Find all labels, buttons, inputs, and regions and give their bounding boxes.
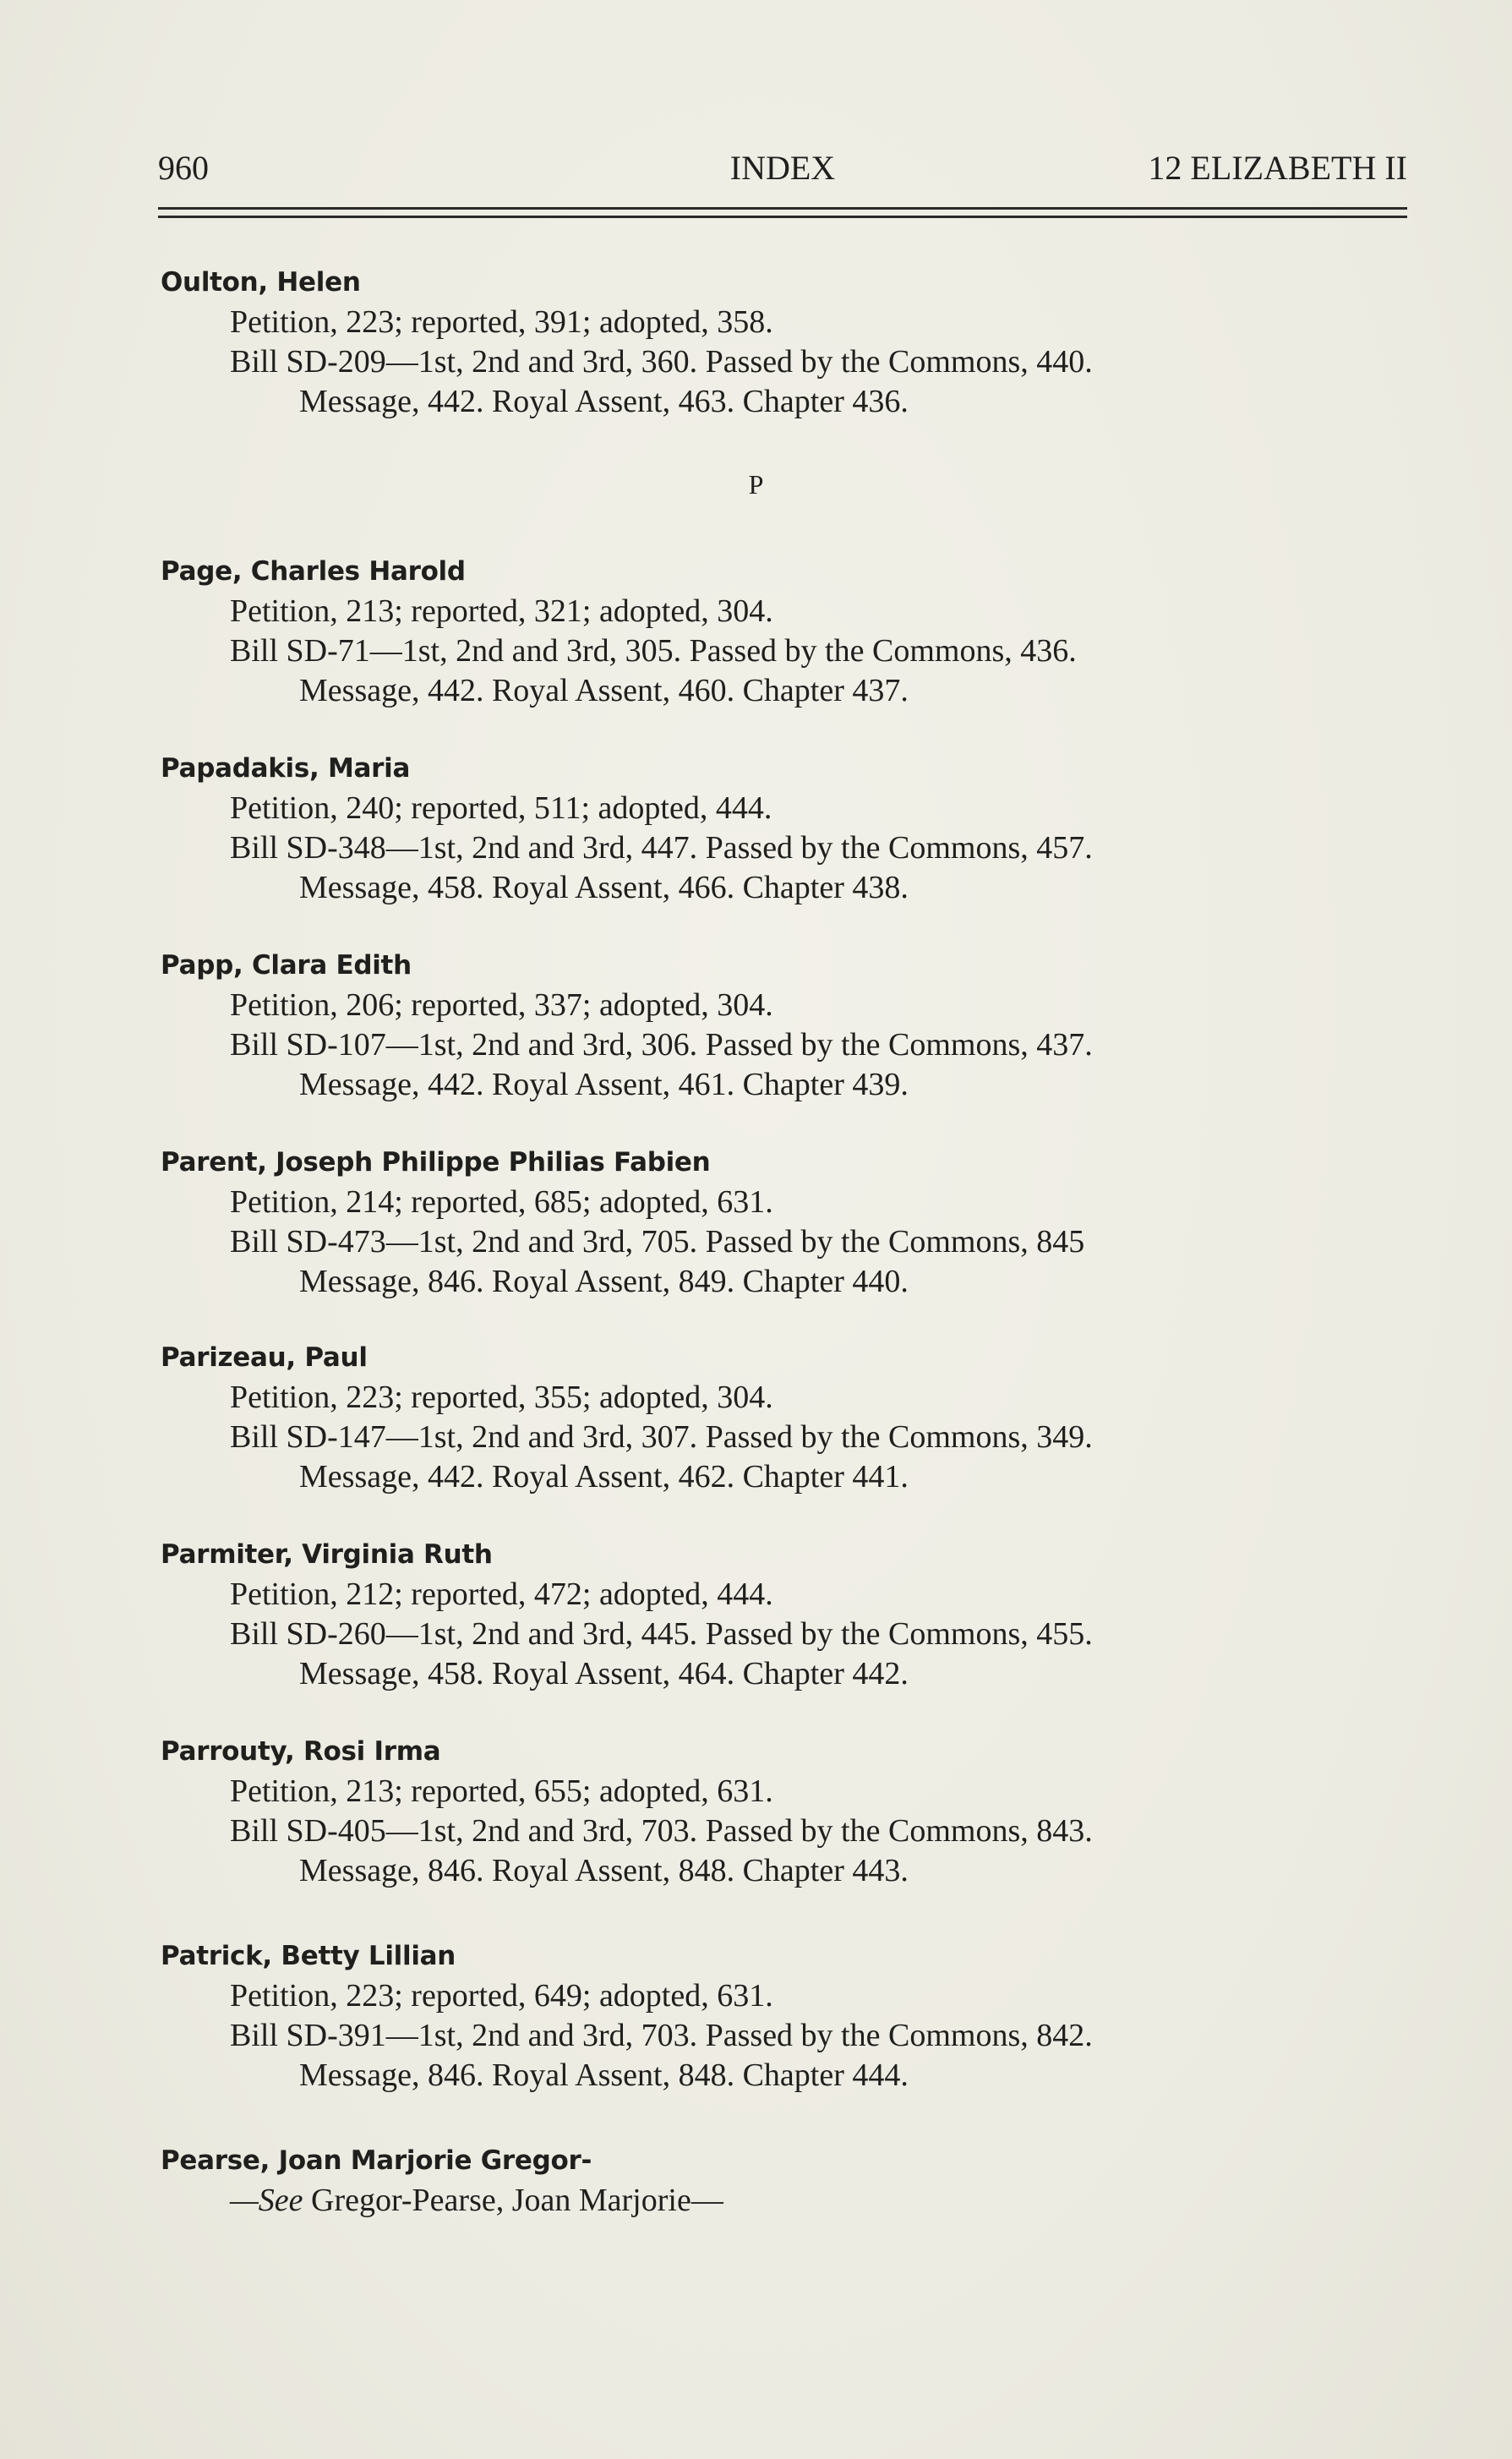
entry-petition: Petition, 214; reported, 685; adopted, 631. — [230, 1184, 773, 1220]
entry-bill: Bill SD-107—1st, 2nd and 3rd, 306. Passed by the Commons, 437. — [230, 1027, 1093, 1063]
entry-bill: Bill SD-405—1st, 2nd and 3rd, 703. Passed by the Commons, 843. — [230, 1813, 1093, 1849]
entry-message: Message, 442. Royal Assent, 461. Chapter 439. — [299, 1067, 909, 1102]
entry-petition: Petition, 213; reported, 321; adopted, 304. — [230, 593, 773, 629]
index-entry — [161, 262, 1395, 422]
index-entry — [161, 748, 1395, 908]
entry-name: Papp, Clara Edith — [161, 950, 412, 981]
cross-reference-line — [161, 2181, 1395, 2221]
index-entry — [161, 1731, 1395, 1891]
entry-petition: Petition, 223; reported, 355; adopted, 304. — [230, 1380, 773, 1415]
entry-message: Message, 442. Royal Assent, 460. Chapter 437. — [299, 673, 909, 708]
entry-bill: Bill SD-260—1st, 2nd and 3rd, 445. Passed by the Commons, 455. — [230, 1616, 1093, 1652]
entry-petition: Petition, 240; reported, 511; adopted, 444. — [230, 790, 772, 826]
running-head: 12 ELIZABETH II — [1148, 149, 1407, 187]
entry-bill: Bill SD-473—1st, 2nd and 3rd, 705. Passed by the Commons, 845 — [230, 1224, 1085, 1260]
entry-message: Message, 846. Royal Assent, 848. Chapter 443. — [299, 1853, 909, 1888]
entry-name: Parrouty, Rosi Irma — [161, 1736, 441, 1767]
entry-message: Message, 458. Royal Assent, 466. Chapter 438. — [299, 870, 909, 905]
entry-message: Message, 846. Royal Assent, 849. Chapter 440. — [299, 1264, 909, 1299]
entry-bill: Bill SD-71—1st, 2nd and 3rd, 305. Passed by the Commons, 436. — [230, 633, 1077, 669]
entry-petition: Petition, 223; reported, 649; adopted, 631. — [230, 1978, 773, 2014]
entry-message: Message, 442. Royal Assent, 463. Chapter 436. — [299, 384, 909, 419]
index-entry — [161, 551, 1395, 711]
entry-message: Message, 442. Royal Assent, 462. Chapter 441. — [299, 1459, 909, 1495]
entry-message: Message, 846. Royal Assent, 848. Chapter 444. — [299, 2057, 909, 2093]
cross-reference-entry — [161, 2140, 1395, 2221]
entry-name: Pearse, Joan Marjorie Gregor- — [161, 2145, 592, 2176]
entry-name: Parizeau, Paul — [161, 1342, 368, 1373]
header-rule-bottom — [158, 216, 1407, 218]
see-target: Gregor-Pearse, Joan Marjorie— — [303, 2183, 723, 2218]
index-entry — [161, 1936, 1395, 2096]
see-label: —See — [230, 2183, 303, 2218]
index-entry — [161, 1142, 1395, 1302]
entry-bill: Bill SD-348—1st, 2nd and 3rd, 447. Passed by the Commons, 457. — [230, 830, 1093, 866]
running-header — [158, 148, 1407, 199]
entry-name: Parent, Joseph Philippe Philias Fabien — [161, 1147, 711, 1178]
entry-petition: Petition, 212; reported, 472; adopted, 444. — [230, 1576, 773, 1612]
page-number: 960 — [158, 149, 209, 187]
entry-name: Patrick, Betty Lillian — [161, 1941, 456, 1971]
entry-name: Oulton, Helen — [161, 267, 361, 298]
entry-bill: Bill SD-209—1st, 2nd and 3rd, 360. Passed by the Commons, 440. — [230, 344, 1093, 380]
entry-bill: Bill SD-147—1st, 2nd and 3rd, 307. Passed by the Commons, 349. — [230, 1419, 1093, 1455]
index-entry — [161, 1534, 1395, 1694]
entry-message: Message, 458. Royal Assent, 464. Chapter 442. — [299, 1656, 909, 1691]
index-entry — [161, 1337, 1395, 1497]
entry-name: Papadakis, Maria — [161, 753, 411, 784]
page-title: INDEX — [729, 149, 836, 187]
entry-bill: Bill SD-391—1st, 2nd and 3rd, 703. Passed by the Commons, 842. — [230, 2018, 1093, 2053]
entry-name: Parmiter, Virginia Ruth — [161, 1539, 493, 1570]
index-entry — [161, 945, 1395, 1105]
header-rule-top — [158, 207, 1407, 210]
entry-name: Page, Charles Harold — [161, 556, 466, 587]
entry-petition: Petition, 223; reported, 391; adopted, 358. — [230, 304, 773, 340]
entry-petition: Petition, 206; reported, 337; adopted, 304. — [230, 987, 773, 1023]
section-letter: P — [748, 469, 764, 500]
entry-petition: Petition, 213; reported, 655; adopted, 631. — [230, 1773, 773, 1809]
